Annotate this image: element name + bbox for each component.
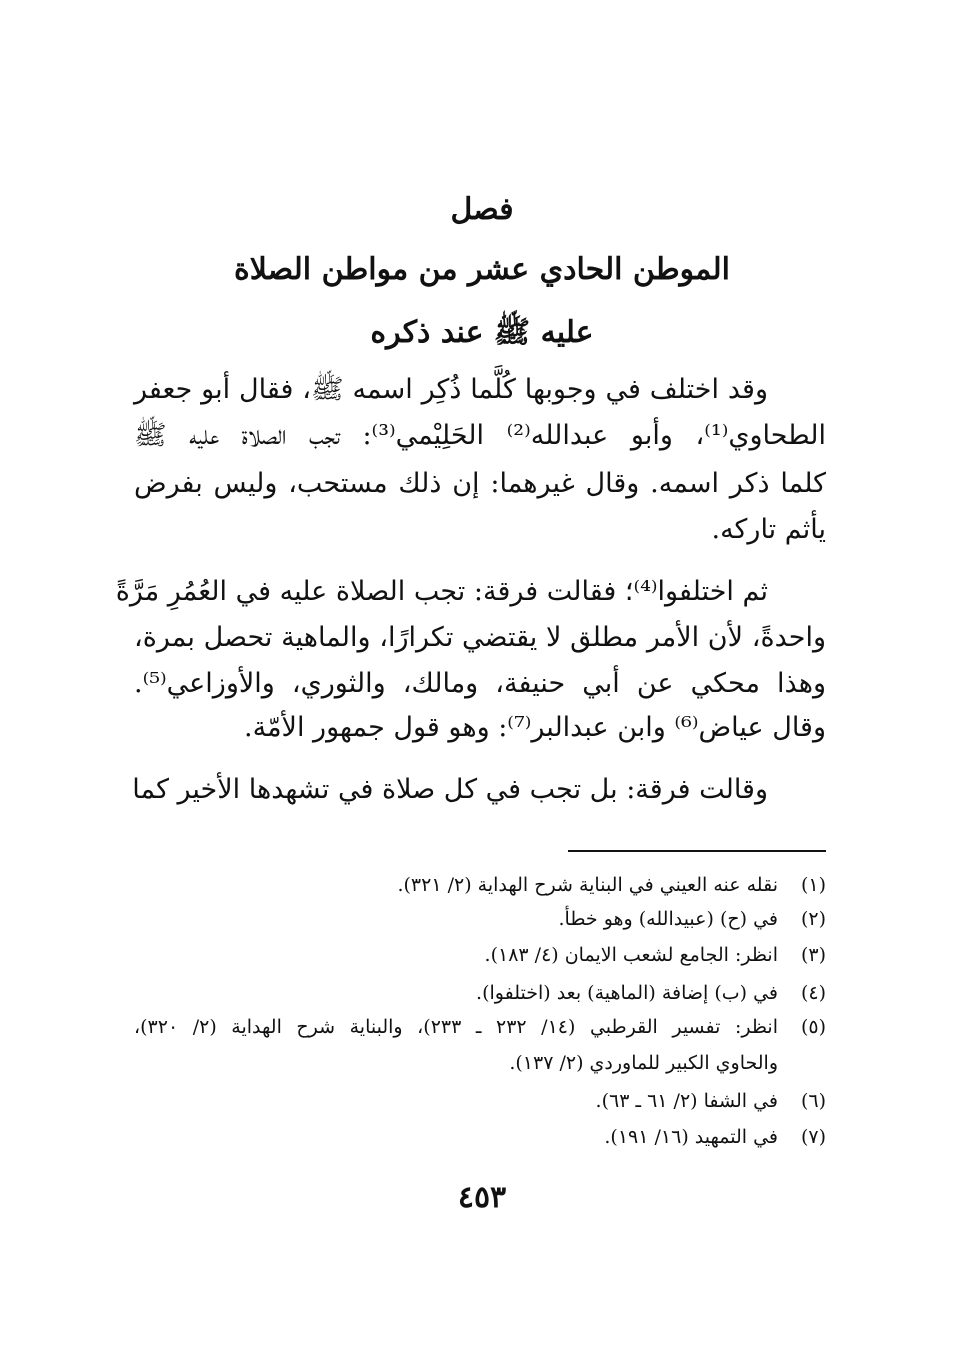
footnote-continuation: والحاوي الكبير للماوردي (٢/ ١٣٧). xyxy=(509,1052,778,1074)
footnote-number: (٣) xyxy=(800,944,826,966)
footnote-separator xyxy=(568,850,826,852)
body-line: كلما ذكر اسمه. وقال غيرهما: إن ذلك مستحب، وليس بفرض xyxy=(134,468,826,499)
footnote xyxy=(134,984,826,1003)
body-line: وقالت فرقة: بل تجب في كل صلاة في تشهدها الأخير كما xyxy=(132,774,768,805)
footnote xyxy=(134,910,826,929)
body-line: ثم اختلفوا⁽⁴⁾؛ فقالت فرقة: تجب الصلاة عليه في العُمُرِ مَرَّةً xyxy=(115,576,768,607)
page-number: ٤٥٣ xyxy=(457,1180,507,1215)
footnote xyxy=(134,1092,826,1111)
footnote-text: انظر: الجامع لشعب الايمان (٤/ ١٨٣). xyxy=(484,944,778,966)
footnote-text: في التمهيد (١٦/ ١٩١). xyxy=(604,1126,778,1148)
footnote-text: انظر: تفسير القرطبي (١٤/ ٢٣٢ ـ ٢٣٣)، والبناية شرح الهداية (٢/ ٣٢٠)، xyxy=(134,1016,778,1038)
body-line: واحدةً، لأن الأمر مطلق لا يقتضي تكرارًا، والماهية تحصل بمرة، xyxy=(134,622,826,653)
footnote xyxy=(134,1018,826,1037)
footnote-text: في الشفا (٢/ ٦١ ـ ٦٣). xyxy=(595,1090,778,1112)
footnote-number: (٥) xyxy=(800,1016,826,1038)
footnote-text: في (ح) (عبيدالله) وهو خطأ. xyxy=(558,908,778,930)
footnote-number: (٢) xyxy=(800,908,826,930)
footnote xyxy=(134,1128,826,1147)
footnote xyxy=(134,876,826,895)
footnote-number: (٧) xyxy=(800,1126,826,1148)
body-line: يأثم تاركه. xyxy=(711,514,826,545)
footnote-number: (٤) xyxy=(800,982,826,1004)
body-line: وهذا محكي عن أبي حنيفة، ومالك، والثوري، والأوزاعي⁽⁵⁾. xyxy=(134,668,826,699)
body-line: وقد اختلف في وجوبها كُلَّما ذُكِر اسمه ﷺ، فقال أبو جعفر xyxy=(134,374,768,405)
body-line: الطحاوي⁽¹⁾، وأبو عبدالله⁽²⁾ الحَلِيْمي⁽³⁾: تجب الصلاة عليه ﷺ xyxy=(134,420,827,451)
section-heading: فصل xyxy=(450,192,514,227)
footnote-text: في (ب) إضافة (الماهية) بعد (اختلفوا). xyxy=(476,982,778,1004)
chapter-title-line-1: الموطن الحادي عشر من مواطن الصلاة xyxy=(234,252,730,287)
footnote-text: نقله عنه العيني في البناية شرح الهداية (٢/ ٣٢١). xyxy=(397,874,778,896)
footnote-number: (١) xyxy=(800,874,826,896)
footnote-number: (٦) xyxy=(800,1090,826,1112)
chapter-title-line-2: عليه ﷺ عند ذكره xyxy=(370,315,594,350)
footnote xyxy=(134,946,826,965)
body-line: وقال عياض⁽⁶⁾ وابن عبدالبر⁽⁷⁾: وهو قول جمهور الأمّة. xyxy=(244,712,826,743)
